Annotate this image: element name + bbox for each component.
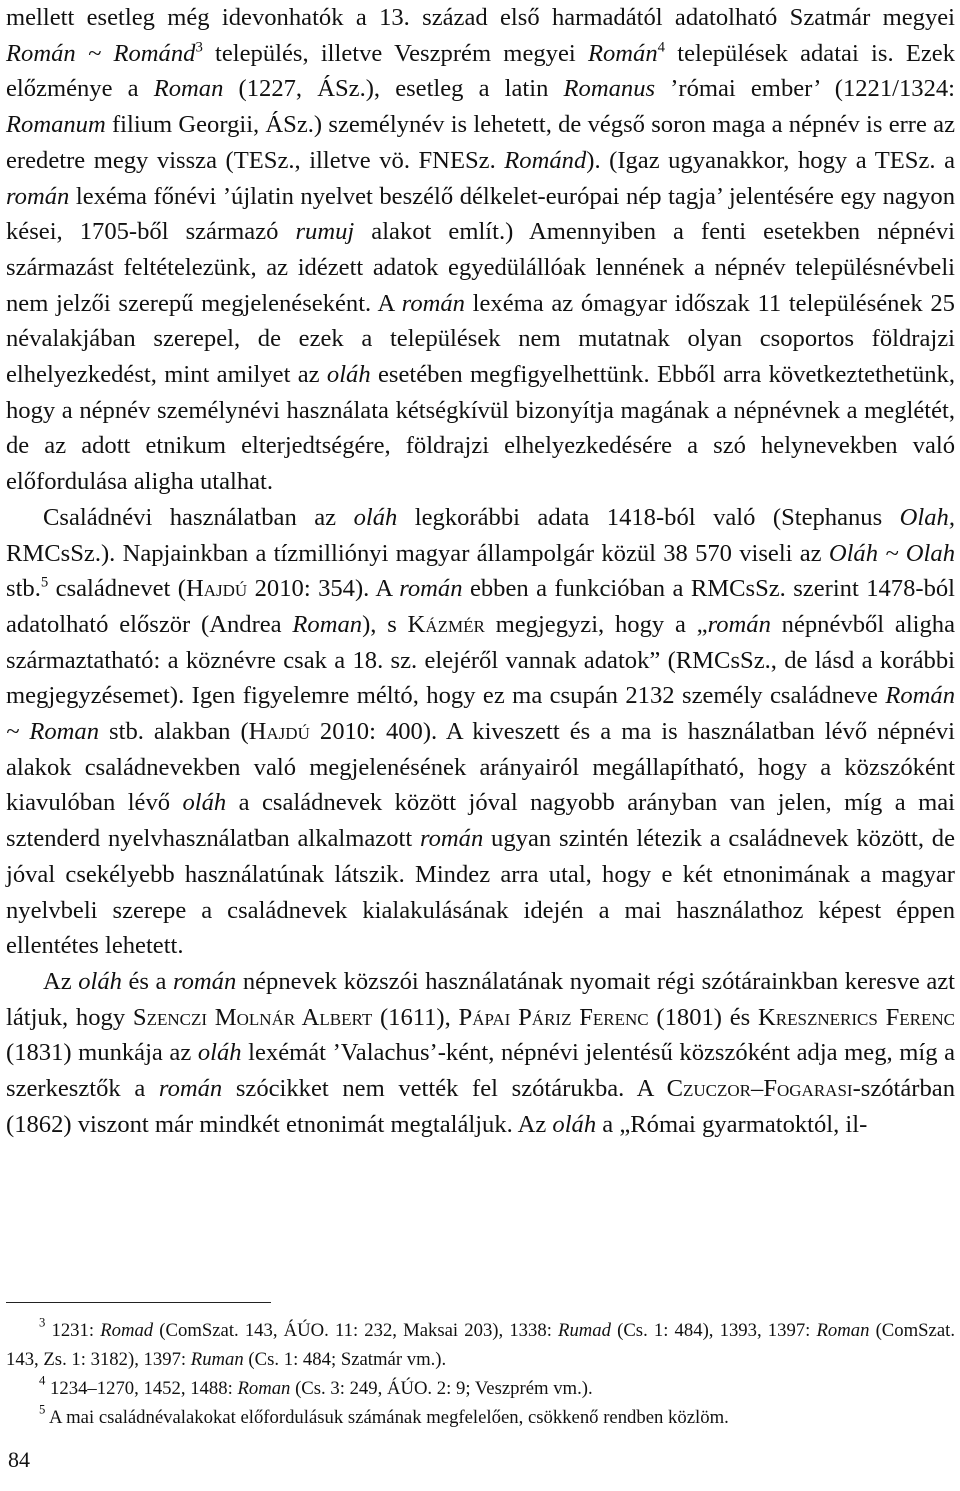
italic-term: román — [399, 575, 463, 603]
italic-term: román — [707, 610, 771, 638]
small-caps-name: zuczor — [683, 1075, 752, 1103]
italic-term: rumuj — [295, 218, 355, 246]
text-run: stb. alakban (H — [99, 718, 267, 746]
small-caps-name: erenc — [592, 1003, 649, 1031]
italic-term: Romanum — [6, 111, 106, 139]
italic-term: román — [419, 825, 484, 853]
text-run: (Cs. 3: 249, ÁÚO. 2: 9; Veszprém vm.). — [290, 1378, 593, 1399]
text-run: ugyan szintén létezik a családnevek között, de jóval csekélyebb használatúnak látszik. Mindez arra utal, hogy e két etnonimának a magyar nyelvbeli szerepe a családnevek kialakulásának idején a mai használathoz képest éppen ellentétes lehetett. — [6, 825, 955, 960]
text-run: települések adatai is. Ezek előzménye a — [6, 39, 955, 103]
italic-term: Oláh ~ Olah — [828, 539, 955, 567]
text-run: ), s K — [362, 610, 426, 638]
italic-term: oláh — [353, 503, 398, 531]
footnotes-section — [6, 1316, 955, 1432]
text-run: filium Georgii, ÁSz.) személynév is lehetett, de végső soron maga a népnév is erre az eredetre megy vissza (TESz., illetve vö. FNESz. — [6, 111, 955, 174]
text-run: ’római ember’ (1221/1324: — [655, 75, 955, 103]
body-paragraph — [6, 964, 955, 1143]
italic-term: oláh — [197, 1039, 242, 1067]
text-run: P — [510, 1003, 532, 1031]
italic-term: Románd — [504, 146, 587, 174]
text-run: (1831) munkája az — [6, 1039, 198, 1067]
italic-term: Roman — [237, 1378, 291, 1399]
body-paragraph — [6, 500, 955, 964]
footnote — [6, 1316, 955, 1374]
text-run: családnevet (H — [48, 575, 204, 603]
text-run: (ComSzat. 143, Zs. 1: 3182), 1397: — [6, 1320, 955, 1370]
italic-term: Román ~ Roman — [6, 682, 955, 746]
text-run: (1801) és K — [648, 1003, 776, 1031]
text-run: A mai családnévalakokat előfordulásuk számának megfelelően, csökkenő rendben közlöm. — [45, 1407, 729, 1428]
text-run: település, illetve Veszprém megyei — [202, 39, 588, 67]
text-run: stb. — [6, 575, 41, 603]
footnote-separator — [6, 1302, 271, 1303]
text-run: lexéma főnévi ’újlatin nyelvet beszélő délkelet-európai nép tagja’ jelentésére egy nagyon kései, 1705-ből származó — [6, 182, 955, 246]
main-body-text — [6, 0, 955, 1143]
text-run: megjegyzi, hogy a „ — [484, 610, 708, 638]
text-run: M — [207, 1003, 237, 1031]
text-run: RMCsSz.). Napjainkban a tízmilliónyi magyar állampolgár közül 38 570 viseli az — [6, 539, 829, 567]
text-run: (1227, ÁSz.), esetleg a latin — [223, 75, 564, 103]
small-caps-name: lbert — [319, 1003, 373, 1031]
italic-term: oláh — [182, 789, 227, 817]
text-run: mellett esetleg még idevonhatók a 13. század első harmadától adatolható Szatmár megyei — [6, 4, 955, 31]
text-run: 2010: 354). A — [247, 575, 400, 603]
italic-term: román — [401, 289, 465, 317]
text-run: lexémát ’Valachus’-ként, népnévi jelentésű közszóként adja meg, míg a szerkesztők a — [6, 1039, 955, 1103]
text-run: 1231: — [45, 1320, 101, 1341]
footnote-reference: 3 — [39, 1315, 46, 1330]
italic-term: Olah, — [899, 503, 955, 531]
text-run: népnevek közszói használatának nyomait régi szótárainkban keresve azt látjuk, hogy S — [6, 967, 955, 1031]
text-run: Családnévi használatban az — [43, 503, 354, 531]
text-run: F — [571, 1003, 593, 1031]
footnote — [6, 1374, 955, 1403]
text-run: szócikket nem vették fel szótárukba. A C — [222, 1075, 684, 1103]
text-run: (ComSzat. 143, ÁÚO. 11: 232, Maksai 203), 1338: — [153, 1320, 559, 1341]
text-run: ebben a funkcióban a RMCsSz. szerint 1478-ból adatolható először (Andrea — [6, 575, 956, 638]
text-run: a „Római gyarmatoktól, il- — [596, 1110, 868, 1138]
italic-term: Roman — [292, 610, 363, 638]
body-paragraph — [6, 0, 955, 500]
text-run: a családnevek között jóval nagyobb arányban van jelen, míg a mai sztenderd nyelvhasználatban alkalmazott — [6, 789, 955, 853]
text-run: alakot említ.) Amennyiben a fenti esetekben népnévi származást feltételezünk, az idézett adatok egyedülállóak lennének a népnév településnévbeli nem jelzői szerepű megjelenéseként. A — [6, 218, 955, 317]
text-run: (Cs. 1: 484), 1393, 1397: — [610, 1320, 817, 1341]
small-caps-name: ázmér — [425, 610, 485, 638]
small-caps-name: ogarasi — [777, 1075, 853, 1103]
italic-term: román — [172, 967, 237, 995]
text-run: F — [877, 1003, 900, 1031]
italic-term: Román — [587, 39, 658, 67]
italic-term: Román ~ Románd — [6, 39, 196, 67]
small-caps-name: áriz — [531, 1003, 572, 1031]
small-caps-name: resznerics — [775, 1003, 878, 1031]
italic-term: Ruman — [190, 1349, 244, 1370]
italic-term: oláh — [552, 1110, 597, 1138]
page-number: 84 — [8, 1447, 30, 1472]
italic-term: Rumad — [558, 1320, 611, 1341]
text-run: –F — [751, 1075, 777, 1103]
text-run: népnévből aligha származtatható: a köznévre csak a 18. sz. elejéről vannak adatok” (RMCsSz., de lásd a korábbi megjegyzésemet). Igen figyelemre méltó, hogy ez ma csupán 2132 személy családneve — [6, 610, 956, 710]
footnote-reference: 5 — [40, 574, 49, 591]
text-run: legkorábbi adata 1418-ból való (Stephanus — [397, 503, 900, 531]
italic-term: román — [158, 1075, 223, 1103]
small-caps-name: olnár — [236, 1003, 296, 1031]
footnote-reference: 5 — [39, 1402, 46, 1417]
text-run: (Cs. 1: 484; Szatmár vm.). — [243, 1349, 447, 1370]
small-caps-name: ajdú — [266, 718, 310, 746]
text-run: esetében megfigyelhettünk. Ebből arra következtethetünk, hogy a népnév személynévi használata kétségkívül bizonyítja magának a népnévnek a meglétét, de az adott etnikum elterjedtségére, földrajzi elhelyezkedésére a szó helynevekben való előfordulása aligha utalhat. — [6, 361, 955, 496]
italic-term: Romad — [100, 1320, 154, 1341]
text-run: lexéma az ómagyar időszak 11 településének 25 névalakjában szerepel, de ezek a települések nem mutatnak olyan csoportos földrajzi elhelyezkedést, mint amilyet az — [6, 289, 955, 389]
italic-term: oláh — [78, 967, 122, 995]
small-caps-name: ápai — [472, 1003, 511, 1031]
text-run: ). (Igaz ugyanakkor, hogy a TESz. a — [586, 146, 955, 174]
italic-term: oláh — [326, 361, 371, 389]
small-caps-name: ajdú — [203, 575, 248, 603]
text-run: 1234–1270, 1452, 1488: — [45, 1378, 238, 1399]
small-caps-name: zenczi — [146, 1003, 207, 1031]
italic-term: román — [6, 182, 70, 210]
italic-term: Romanus — [563, 75, 656, 103]
text-run: -szótárban (1862) viszont már mindkét etnonimát megtaláljuk. Az — [6, 1075, 955, 1138]
italic-term: Roman — [153, 75, 224, 103]
text-run: A — [295, 1003, 320, 1031]
text-run: és a — [121, 967, 173, 995]
small-caps-name: erenc — [899, 1003, 955, 1031]
footnote-reference: 4 — [657, 39, 665, 56]
text-run: (1611), P — [372, 1003, 473, 1031]
footnote-reference: 4 — [39, 1373, 46, 1388]
footnote-reference: 3 — [195, 39, 203, 56]
text-run: Az — [43, 967, 79, 995]
italic-term: Roman — [816, 1320, 870, 1341]
text-run: 2010: 400). A kiveszett és a ma is használatban lévő népnévi alakok családnevekben való megjelenésének arányairól megállapítható, hogy a közszóként kiavulóban lévő — [6, 718, 956, 817]
footnote — [6, 1403, 955, 1432]
